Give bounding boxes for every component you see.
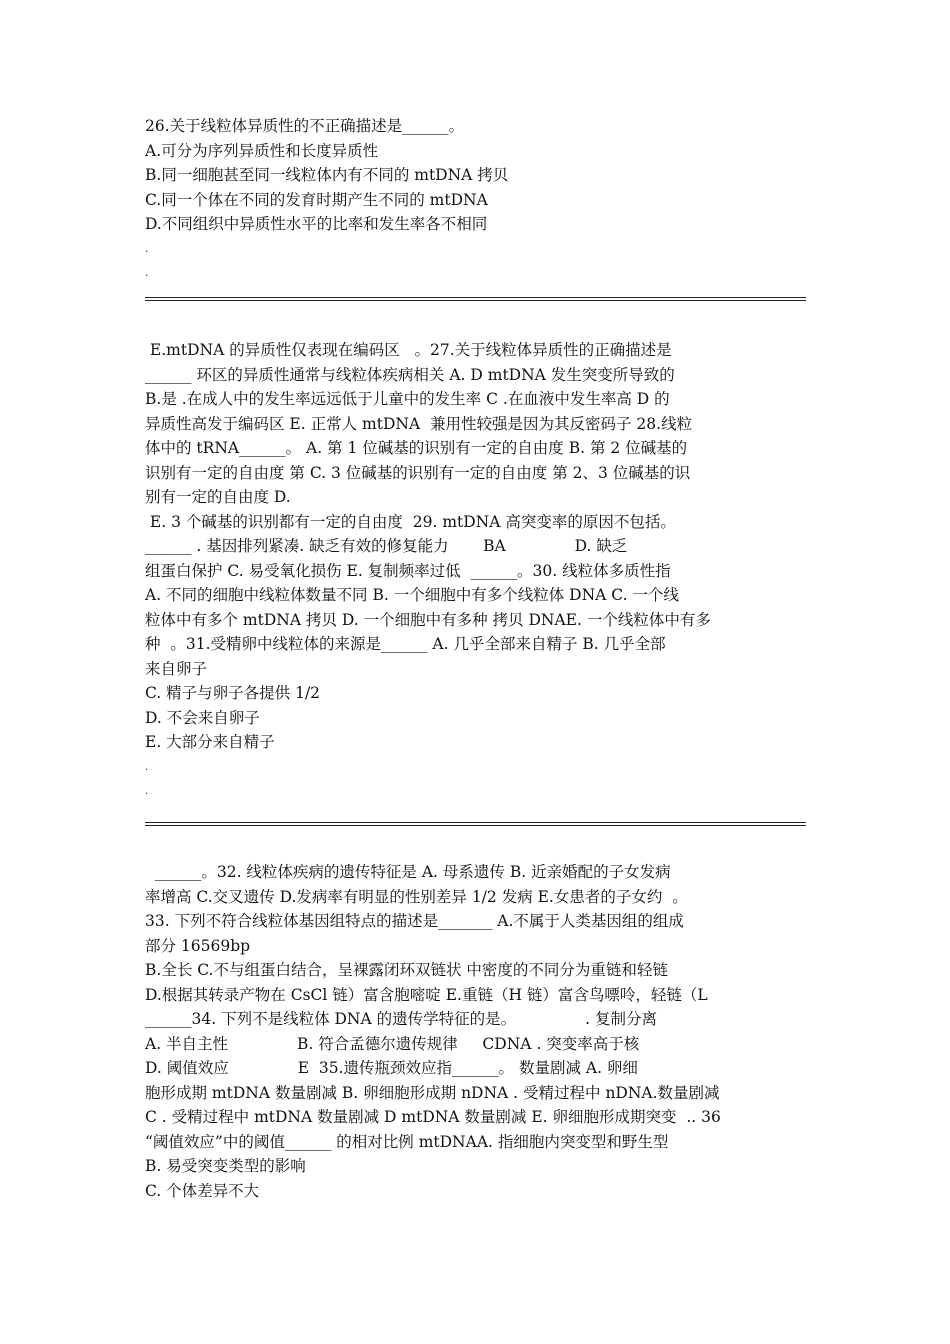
text-line: B.同一细胞甚至同一线粒体内有不同的 mtDNA 拷贝	[145, 166, 509, 184]
text-line: D. 阈值效应 E 35.遗传瓶颈效应指______。 数量剧减 A. 卵细	[145, 1059, 638, 1077]
text-line: D.不同组织中异质性水平的比率和发生率各不相同	[145, 215, 488, 233]
text-line: 来自卵子	[145, 659, 208, 678]
text-line: C.同一个体在不同的发育时期产生不同的 mtDNA	[145, 190, 488, 209]
question-block-26	[145, 114, 810, 285]
text-line: 组蛋白保护 C. 易受氧化损伤 E. 复制频率过低 ______。30. 线粒体多质性指	[145, 561, 671, 580]
text-line: C. 精子与卵子各提供 1/2	[145, 684, 321, 702]
text-line: 种 。31.受精卵中线粒体的来源是______ A. 几乎全部来自精子 B. 几乎全部	[145, 635, 666, 653]
text-line: B. 易受突变类型的影响	[145, 1157, 306, 1175]
text-line: ______ 环区的异质性通常与线粒体疾病相关 A. D mtDNA 发生突变所导致的	[145, 365, 675, 384]
page-divider	[145, 822, 806, 826]
text-line: E.mtDNA 的异质性仅表现在编码区 。27.关于线粒体异质性的正确描述是	[145, 341, 672, 359]
page-dot: .	[145, 265, 149, 279]
text-line: 部分 16569bp	[145, 936, 251, 955]
text-line: C. 个体差异不大	[145, 1181, 260, 1200]
text-line: 粒体中有多个 mtDNA 拷贝 D. 一个细胞中有多种 拷贝 DNAE. 一个线粒体中有多	[145, 610, 711, 629]
page-dot: .	[145, 759, 149, 773]
page-dot: .	[145, 241, 149, 255]
text-line: E. 大部分来自精子	[145, 733, 275, 751]
text-line: ______ . 基因排列紧凑. 缺乏有效的修复能力 BA D. 缺乏	[145, 537, 628, 555]
text-line: 33. 下列不符合线粒体基因组特点的描述是_______ A.不属于人类基因组的组成	[145, 912, 684, 930]
text-line: A. 半自主性 B. 符合孟德尔遗传规律 CDNA . 突变率高于核	[145, 1034, 640, 1053]
text-line: 识别有一定的自由度 第 C. 3 位碱基的识别有一定的自由度 第 2、3 位碱基的识	[145, 463, 691, 482]
text-line: C . 受精过程中 mtDNA 数量剧减 D mtDNA 数量剧减 E. 卵细胞形成期突变 .. 36	[145, 1108, 721, 1126]
text-line: B.是 .在成人中的发生率远远低于儿童中的发生率 C .在血液中发生率高 D 的	[145, 390, 670, 408]
text-line: 异质性高发于编码区 E. 正常人 mtDNA 兼用性较强是因为其反密码子 28.线粒	[145, 414, 693, 433]
text-line: ______。32. 线粒体疾病的遗传特征是 A. 母系遗传 B. 近亲婚配的子女发病	[145, 863, 671, 881]
text-line: 胞形成期 mtDNA 数量剧减 B. 卵细胞形成期 nDNA . 受精过程中 nDNA.数量剧减	[145, 1083, 720, 1102]
text-line: A.可分为序列异质性和长度异质性	[145, 141, 379, 160]
text-line: 别有一定的自由度 D.	[145, 488, 291, 506]
text-line: 26.关于线粒体异质性的不正确描述是______。	[145, 117, 465, 135]
text-line: A. 不同的细胞中线粒体数量不同 B. 一个细胞中有多个线粒体 DNA C. 一个线	[145, 586, 679, 604]
text-line: D.根据其转录产物在 CsCl 链）富含胞嘧啶 E.重链（H 链）富含鸟嘌呤，轻链（L	[145, 985, 708, 1004]
text-line: ______34. 下列不是线粒体 DNA 的遗传学特征的是。 . 复制分离	[145, 1010, 657, 1028]
text-line: 体中的 tRNA______。 A. 第 1 位碱基的识别有一定的自由度 B. 第 2 位碱基的	[145, 439, 688, 457]
text-line: B.全长 C.不与组蛋白结合，呈裸露闭环双链状 中密度的不同分为重链和轻链	[145, 961, 668, 979]
text-line: “阈值效应”中的阈值______ 的相对比例 mtDNAA. 指细胞内突变型和野生型	[145, 1132, 669, 1151]
text-line: D. 不会来自卵子	[145, 708, 260, 727]
question-block-32-36	[145, 860, 810, 1203]
text-line: E. 3 个碱基的识别都有一定的自由度 29. mtDNA 高突变率的原因不包括。	[145, 512, 676, 531]
question-block-27-31	[145, 338, 810, 803]
page-divider	[145, 297, 806, 301]
page-dot: .	[145, 783, 149, 797]
text-line: 率增高 C.交叉遗传 D.发病率有明显的性别差异 1/2 发病 E.女患者的子女约 。	[145, 887, 688, 906]
